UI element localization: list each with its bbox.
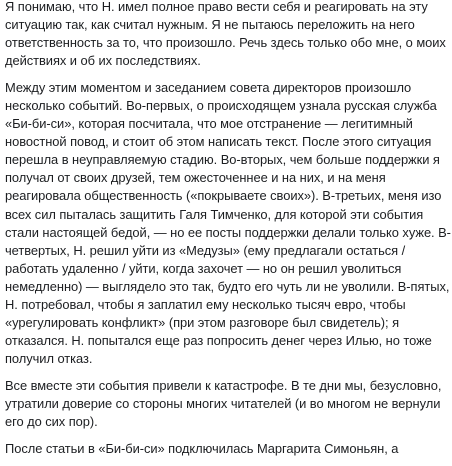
post-paragraph: Все вместе эти события привели к катастрофе. В те дни мы, безусловно, утратили доверие со стороны многих читателей (и во многом не вернули его до сих пор). — [5, 377, 442, 430]
post-paragraph: Я понимаю, что Н. имел полное право вести себя и реагировать на эту ситуацию так, как считал нужным. Я не пытаюсь переложить на него ответственность за то, что произошло. Речь здесь только обо мне, о моих действиях и об их последствиях. — [5, 0, 446, 69]
post-paragraph: Между этим моментом и заседанием совета директоров произошло несколько событий. Во-первых, о происходящем узнала русская служба «Би-би-си», которая посчитала, что мое отстранение — легитимный новостной повод, и стоит об этом написать текст. После этого ситуация перешла в неуправляемую стадию. Во-вторых, чем больше поддержки я получал от своих друзей, тем ожесточеннее и на них, и на меня реагировала общественность («покрываете своих»). В-третьих, меня изо всех сил пыталась защитить Галя Тимченко, для которой эти события стали настоящей бедой, — но ее посты поддержки делали только хуже. В-четвертых, Н. решил уйти из «Медузы» (ему предлагали остаться / работать удаленно / уйти, когда захочет — но он решил уволиться немедленно) — выглядело это так, будто его чуть ли не уволили. В-пятых, Н. потребовал, чтобы я заплатил ему несколько тысяч евро, чтобы «урегулировать конфликт» (при этом разговоре был свидетель); я отказался. Н. попытался еще раз попросить денег через Илью, но тоже получил отказ. — [5, 79, 451, 367]
post-body — [5, 0, 452, 466]
post-paragraph: После статьи в «Би-би-си» подключилась Маргарита Симоньян, а — [5, 440, 399, 456]
